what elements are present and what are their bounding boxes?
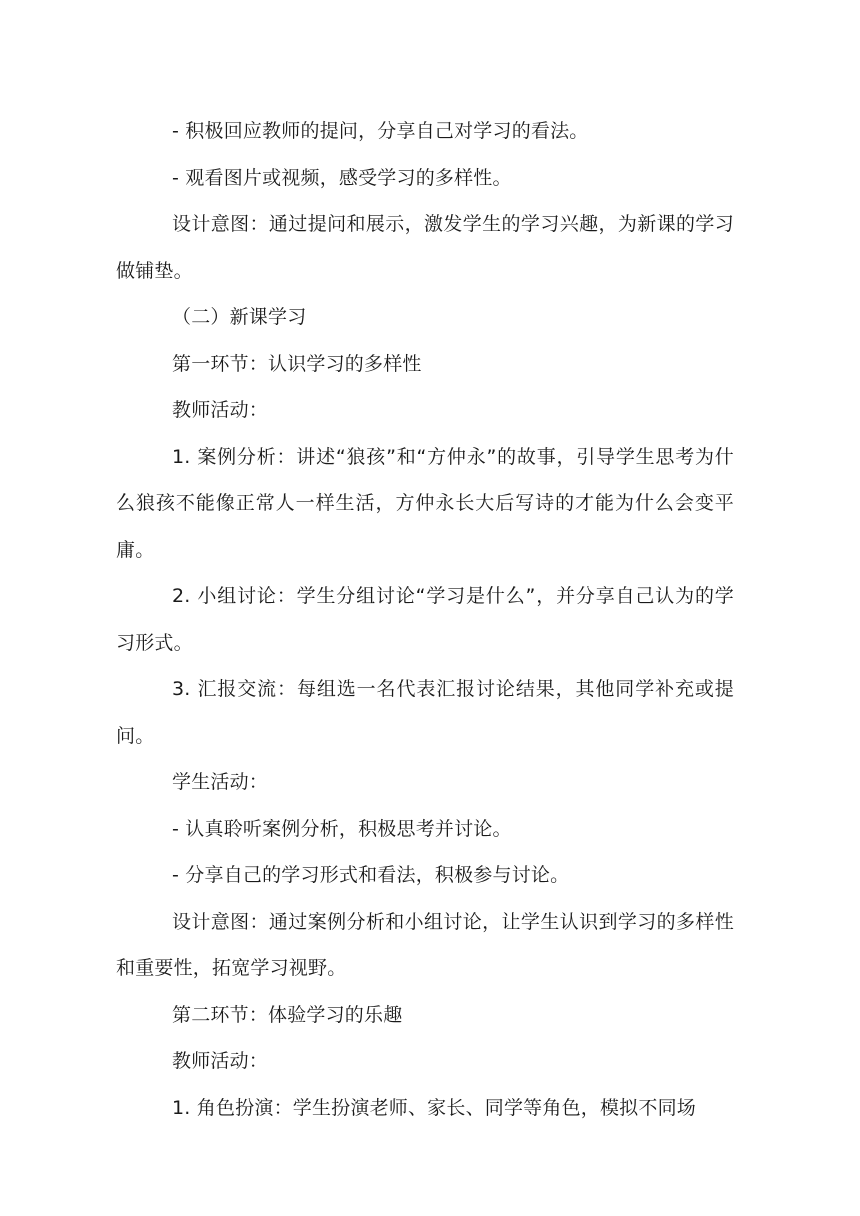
bullet-item-respond: - 积极回应教师的提问，分享自己对学习的看法。: [172, 120, 589, 142]
design-intent-paragraph: 设计意图：通过提问和展示，激发学生的学习兴趣，为新课的学习做铺垫。: [116, 213, 734, 282]
numbered-item-report: 3. 汇报交流：每组选一名代表汇报讨论结果，其他同学补充或提问。: [116, 678, 734, 747]
bullet-item-listen: - 认真聆听案例分析，积极思考并讨论。: [172, 817, 512, 840]
document-body: [116, 108, 734, 1131]
student-activity-label: 学生活动：: [172, 771, 269, 793]
numbered-item-group-discussion: 2. 小组讨论：学生分组讨论“学习是什么”，并分享自己认为的学习形式。: [116, 585, 734, 654]
section-heading-new-lesson: （二）新课学习: [172, 306, 307, 328]
teacher-activity-label: 教师活动：: [172, 399, 269, 421]
teacher-activity-label-2: 教师活动：: [172, 1050, 269, 1072]
stage-heading-first: 第一环节：认识学习的多样性: [172, 352, 422, 375]
bullet-item-watch: - 观看图片或视频，感受学习的多样性。: [172, 166, 512, 189]
bullet-item-share: - 分享自己的学习形式和看法，积极参与讨论。: [172, 864, 570, 886]
design-intent-paragraph-2: 设计意图：通过案例分析和小组讨论，让学生认识到学习的多样性和重要性，拓宽学习视野。: [116, 910, 734, 979]
numbered-item-case-analysis: 1. 案例分析：讲述“狼孩”和“方仲永”的故事，引导学生思考为什么狼孩不能像正常人一样生活，方仲永长大后写诗的才能为什么会变平庸。: [116, 445, 734, 561]
stage-heading-second: 第二环节：体验学习的乐趣: [172, 1003, 403, 1026]
numbered-item-role-play: 1. 角色扮演：学生扮演老师、家长、同学等角色，模拟不同场: [172, 1096, 696, 1119]
